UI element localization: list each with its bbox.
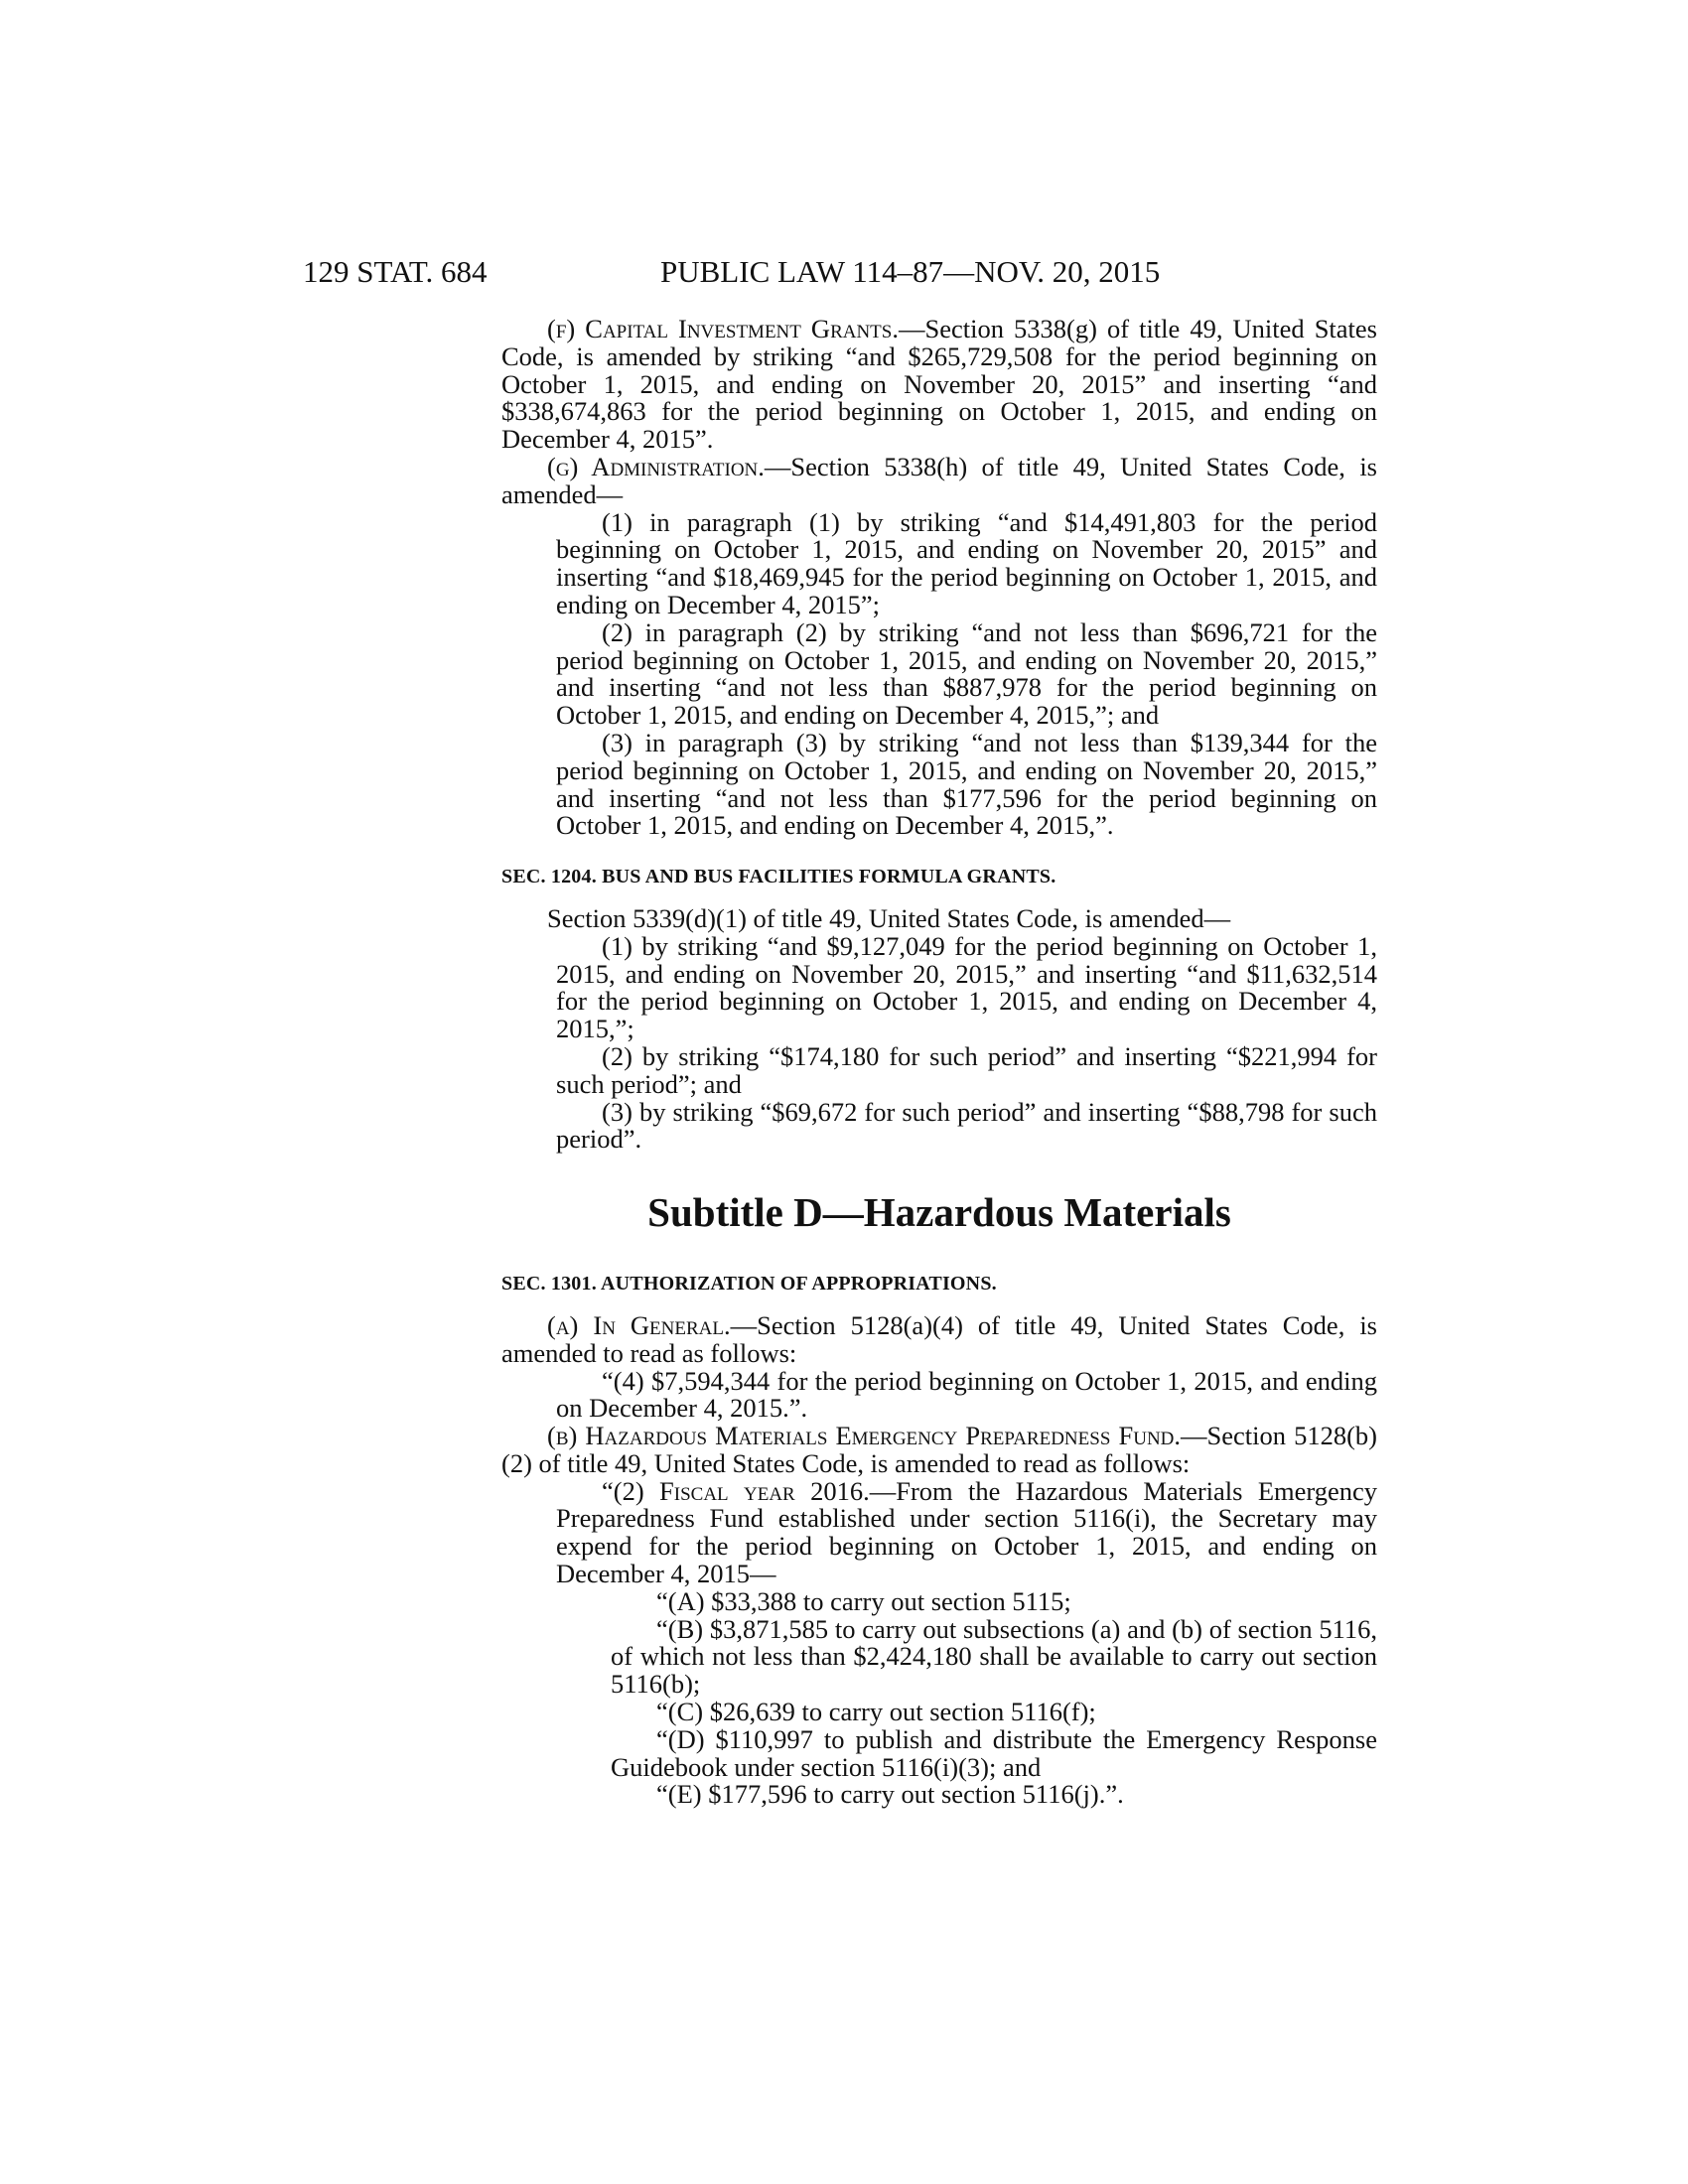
section-f-text: —Section 5338(g) of title 49, United States Code, is amended by striking “and $265,729,508 for the period beginning on October 1, 2015, and ending on November 20, 2015” and inserting “and $338,674,863 for the period beginning on October 1, 2015, and ending on December 4, 2015”. — [501, 314, 1377, 455]
subitem-e: “(E) $177,596 to carry out section 5116(j).”. — [656, 1779, 1124, 1810]
section-g-item-2: (2) in paragraph (2) by striking “and not less than $696,721 for the period beginning on October 1, 2015, and ending on November 20, 2015,” and inserting “and not less than $887,978 for the period beginning on October 1, 2015, and ending on December 4, 2015,”; and — [556, 616, 1377, 731]
section-g-paragraph — [501, 451, 1377, 509]
page-header — [0, 254, 1688, 298]
sec-1301-a-text: —Section 5128(a)(4) of title 49, United States Code, is amended to read as follows: — [501, 1309, 1377, 1368]
section-f-heading: (f) Capital Investment Grants. — [547, 314, 899, 343]
sec-1204-item-2: (2) by striking “$174,180 for such period” and inserting “$221,994 for such period”; and — [556, 1040, 1377, 1099]
sec-1204-heading: SEC. 1204. BUS AND BUS FACILITIES FORMULA GRANTS. — [501, 866, 1056, 888]
sec-1301-a-quote: “(4) $7,594,344 for the period beginning on October 1, 2015, and ending on December 4, 2015.”. — [556, 1365, 1377, 1424]
sec-1204-item-1: (1) by striking “and $9,127,049 for the period beginning on October 1, 2015, and ending on November 20, 2015,” and inserting “and $11,632,514 for the period beginning on October 1, 2015, and ending on December 4, 2015,”; — [556, 930, 1377, 1044]
fiscal-year-heading: “(2) Fiscal year 2016. — [602, 1475, 870, 1506]
subitem-b: “(B) $3,871,585 to carry out subsections (a) and (b) of section 5116, of which not less than $2,424,180 shall be available to carry out section 5116(b); — [611, 1613, 1377, 1700]
public-law-title: PUBLIC LAW 114–87—NOV. 20, 2015 — [660, 254, 1161, 289]
sec-1301-b-heading: (b) Hazardous Materials Emergency Preparedness Fund. — [547, 1421, 1182, 1451]
subitem-a: “(A) $33,388 to carry out section 5115; — [656, 1585, 1071, 1616]
section-g-text: —Section 5338(h) of title 49, United States Code, is amended— — [501, 451, 1377, 509]
subitem-d: “(D) $110,997 to publish and distribute the Emergency Response Guidebook under section 5116(i)(3); and — [611, 1723, 1377, 1782]
subitem-c: “(C) $26,639 to carry out section 5116(f); — [656, 1697, 1096, 1727]
section-g-heading: (g) Administration. — [547, 451, 765, 481]
sec-1301-b-text: —Section 5128(b)(2) of title 49, United States Code, is amended to read as follows: — [501, 1421, 1377, 1478]
fiscal-year-text: —From the Hazardous Materials Emergency Preparedness Fund established under section 5116(i), the Secretary may expend for the period beginning on October 1, 2015, and ending on December 4, 2015— — [556, 1475, 1378, 1589]
sec-1301-b-paragraph — [501, 1423, 1377, 1478]
sec-1301-b-quote — [556, 1475, 1378, 1589]
statute-page-number: 129 STAT. 684 — [303, 254, 488, 289]
sec-1301-a-paragraph — [501, 1309, 1377, 1368]
sec-1301-a-heading: (a) In General. — [547, 1309, 731, 1340]
section-f-paragraph — [501, 316, 1377, 454]
document-body — [501, 316, 1377, 1809]
sec-1204-intro: Section 5339(d)(1) of title 49, United States Code, is amended— — [547, 902, 1231, 933]
section-g-item-3: (3) in paragraph (3) by striking “and not less than $139,344 for the period beginning on October 1, 2015, and ending on November 20, 2015,” and inserting “and not less than $177,596 for the period beginning on October 1, 2015, and ending on December 4, 2015,”. — [556, 727, 1377, 841]
section-g-item-1: (1) in paragraph (1) by striking “and $14,491,803 for the period beginning on October 1, 2015, and ending on November 20, 2015” and inserting “and $18,469,945 for the period beginning on October 1, 2015, and ending on December 4, 2015”; — [556, 506, 1377, 619]
sec-1301-heading: SEC. 1301. AUTHORIZATION OF APPROPRIATIONS. — [501, 1273, 997, 1296]
sec-1204-item-3: (3) by striking “$69,672 for such period” and inserting “$88,798 for such period”. — [556, 1096, 1377, 1155]
subtitle-heading: Subtitle D—Hazardous Materials — [647, 1189, 1231, 1236]
